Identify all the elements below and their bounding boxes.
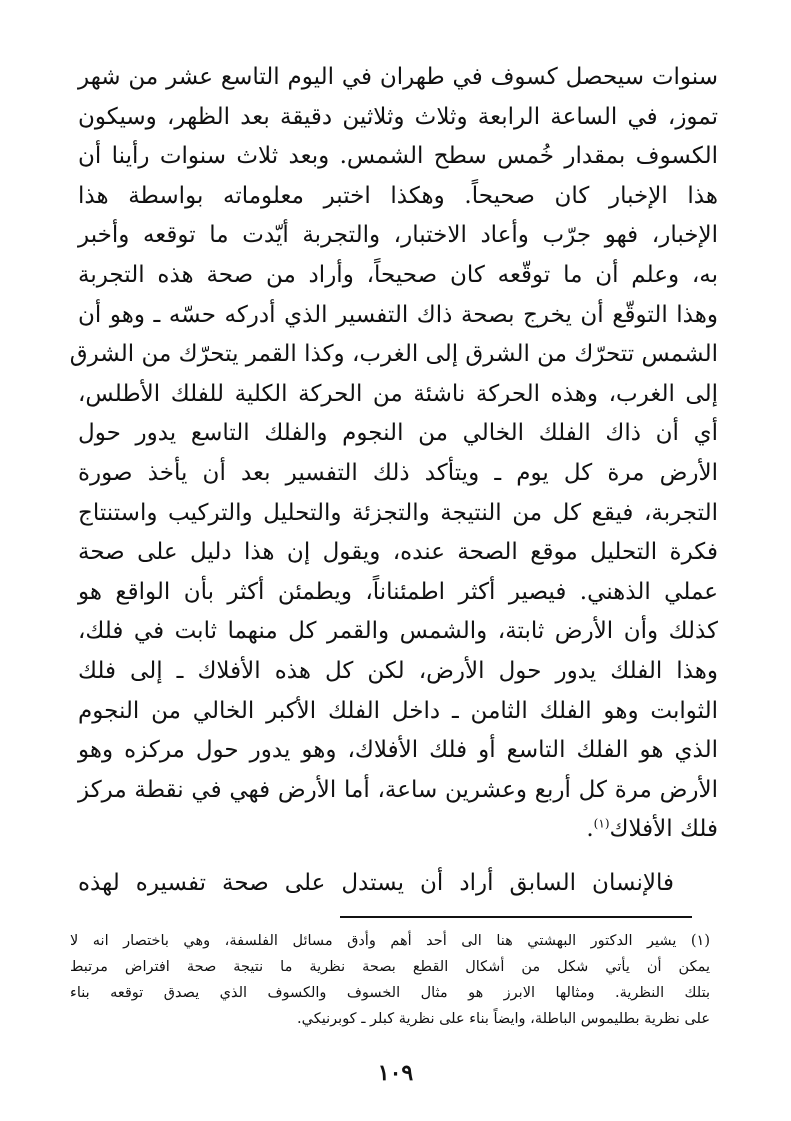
text-line: الكسوف بمقدار خُمس سطح الشمس. وبعد ثلاث سنوات رأينا أن [78,143,718,170]
text-line: الشمس تتحرّك من الشرق إلى الغرب، وكذا القمر يتحرّك من الشرق [69,341,718,368]
text-line: وهذا التوقّع أن يخرج بصحة ذاك التفسير الذي أدركه حسّه ـ وهو أن [78,301,718,328]
text-line: أي أن ذاك الفلك الخالي من النجوم والفلك التاسع يدور حول [78,420,718,447]
text-line: به، وعلم أن ما توقّعه كان صحيحاً، وأراد من صحة هذه التجربة [78,261,718,288]
text-line: فكرة التحليل موقع الصحة عنده، ويقول إن هذا دليل على صحة [78,539,718,566]
page-number: ١٠٩ [377,1060,414,1086]
text-line: وهذا الفلك يدور حول الأرض، لكن كل هذه الأفلاك ـ إلى فلك [78,657,718,684]
text-line: الذي هو الفلك التاسع أو فلك الأفلاك، وهو يدور حول مركزه وهو [78,737,718,764]
last-line-text: فلك الأفلاك [609,816,718,843]
text-line: التجربة، فيقع كل من النتيجة والتجزئة والتحليل والتركيب واستنتاج [78,499,718,526]
text-line: سنوات سيحصل كسوف في طهران في اليوم التاسع عشر من شهر [78,64,718,90]
paragraph-gap [78,850,718,864]
text-line: الأرض مرة كل يوم ـ ويتأكد ذلك التفسير بعد أن يأخذ صورة [78,459,718,486]
footnote-reference[interactable]: (١) [593,816,610,831]
text-line-paragraph-start: فالإنسان السابق أراد أن يستدل على صحة تفسيره لهذه [78,869,674,896]
main-text [69,58,719,903]
text-line: تموز، في الساعة الرابعة وثلاث وثلاثين دقيقة بعد الظهر، وسيكون [78,103,719,130]
footnote-line: يمكن أن يأتي شكل من أشكال القطع بصحة نظرية ما نتيجة صحة افتراض مرتبط [70,959,710,975]
footnotes [70,928,710,1032]
footnote-separator [340,916,692,918]
sentence-end: . [586,816,594,843]
text-line: الإخبار، فهو جرّب وأعاد الاختبار، والتجربة أيّدت ما توقعه وأخبر [78,222,719,249]
paragraph-last-line [78,810,718,850]
footnote-line: بتلك النظرية. ومثالها الابرز هو مثال الخسوف والكسوف الذي يصدق توقعه بناء [70,985,710,1001]
text-line: هذا الإخبار كان صحيحاً. وهكذا اختبر معلوماته بواسطة هذا [78,182,718,209]
text-line: كذلك وأن الأرض ثابتة، والشمس والقمر كل منهما ثابت في فلك، [78,618,718,645]
footnote-line: على نظرية بطليموس الباطلة، وايضاً بناء على نظرية كبلر ـ كوبرنيكي. [297,1011,710,1027]
text-line: إلى الغرب، وهذه الحركة ناشئة من الحركة الكلية للفلك الأطلس، [78,380,718,407]
text-line: عملي الذهني. فيصير أكثر اطمئناناً، ويطمئن أكثر بأن الواقع هو [78,578,718,605]
footnote-line: (١) يشير الدكتور البهشتي هنا الى أحد أهم وأدق مسائل الفلسفة، وهي باختصار انه لا [70,933,710,949]
text-line: الثوابت وهو الفلك الثامن ـ داخل الفلك الأكبر الخالي من النجوم [78,697,718,724]
text-line: الأرض مرة كل أربع وعشرين ساعة، أما الأرض فهي في نقطة مركز [78,776,718,803]
